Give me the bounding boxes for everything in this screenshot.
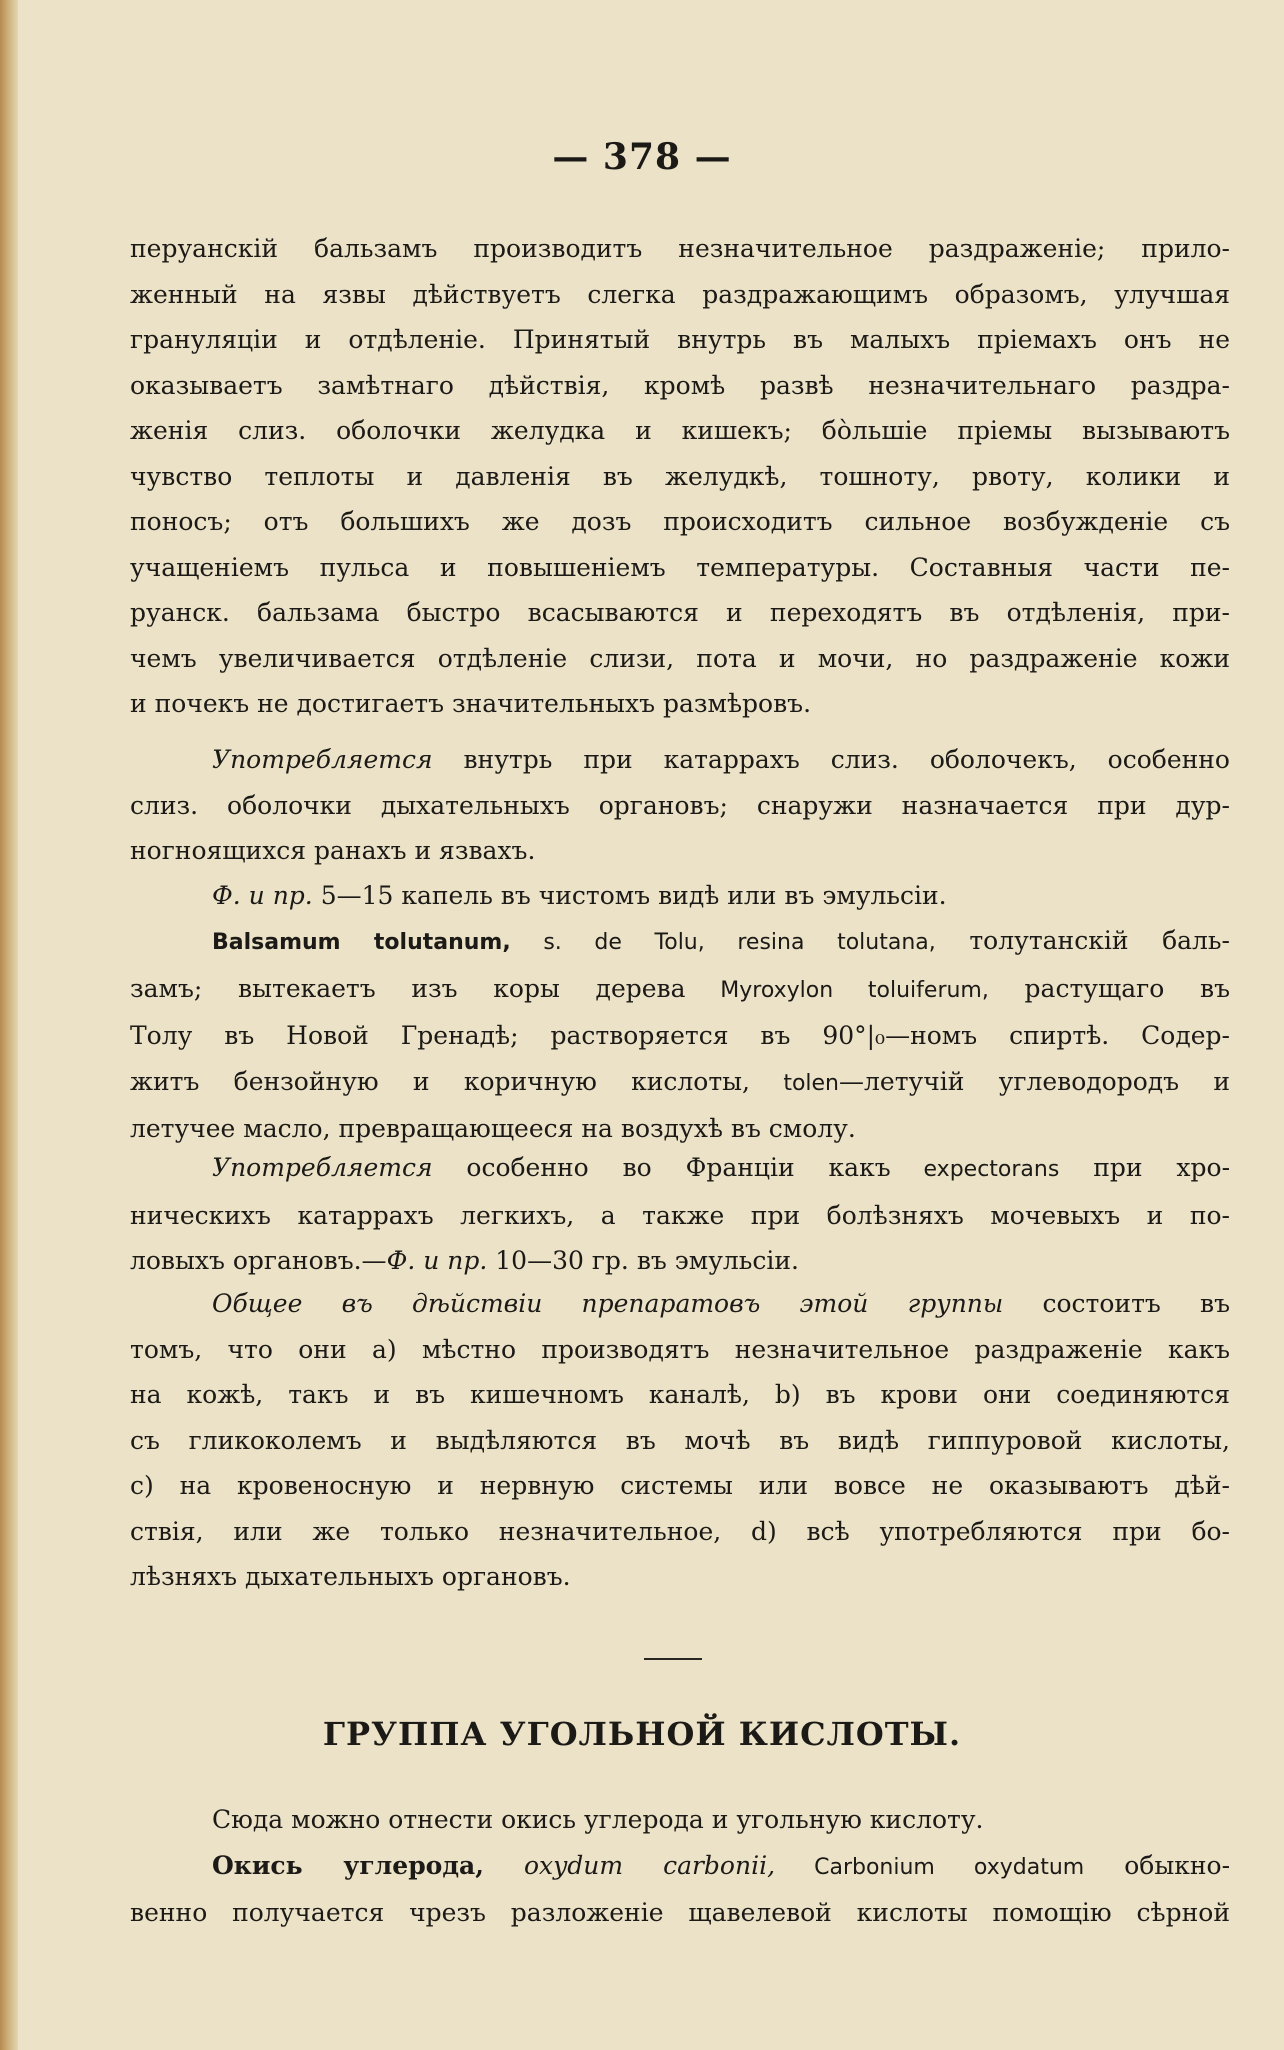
text-line — [130, 873, 1230, 919]
text-line: томъ, что они а) мѣстно производятъ незначительное раздраженіе какъ — [130, 1334, 1230, 1364]
text-line: ствія, или же только незначительное, d) всѣ употребляются при бо- — [130, 1516, 1230, 1546]
latin-term: Myroxylon toluiferum, — [685, 977, 989, 1003]
text-line: слиз. оболочки дыхательныхъ органовъ; снаружи назначается при дур- — [130, 790, 1230, 820]
italic-term: Ф. и пр. — [386, 1246, 488, 1275]
text-line: женный на язвы дѣйствуетъ слегка раздражающимъ образомъ, улучшая — [130, 279, 1230, 309]
text-line: учащеніемъ пульса и повышеніемъ температуры. Составныя части пе- — [130, 552, 1230, 582]
text-line — [130, 1145, 1230, 1193]
text-line: руанск. бальзама быстро всасываются и переходятъ въ отдѣленія, при- — [130, 598, 1230, 627]
page-number: — 378 — — [552, 136, 732, 178]
text-line: оказываетъ замѣтнаго дѣйствія, кромѣ развѣ незначительнаго раздра- — [130, 370, 1230, 400]
paragraph-peruvian-balsam-effects — [130, 226, 1230, 727]
section-divider — [644, 1658, 702, 1660]
text-line: Толу въ Новой Гренадѣ; растворяется въ 90°|₀—номъ спиртѣ. Содер- — [130, 1021, 1230, 1050]
text-span: —летучій углеводородъ и — [839, 1066, 1230, 1096]
text-line: женія слиз. оболочки желудка и кишекъ; бо̀льшіе пріемы вызываютъ — [130, 416, 1230, 445]
text-line: Сюда можно отнести окись углерода и угольную кислоту. — [212, 1805, 984, 1834]
text-line — [130, 1843, 1230, 1891]
text-line: c) на кровеносную и нервную системы или вовсе не оказываютъ дѣй- — [130, 1471, 1230, 1500]
italic-lead: Ф. и пр. — [212, 881, 313, 910]
text-span: ловыхъ органовъ.— — [130, 1246, 387, 1275]
text-line: чувство теплоты и давленія въ желудкѣ, тошноту, рвоту, колики и — [130, 461, 1230, 491]
text-line: и почекъ не достигаетъ значительныхъ размѣровъ. — [130, 689, 812, 718]
text-line — [130, 918, 1230, 966]
paragraph-usage-tolu — [130, 1145, 1230, 1284]
text-line: венно получается чрезъ разложеніе щавелевой кислоты помощію сѣрной — [130, 1898, 1230, 1927]
group-heading: ГРУППА УГОЛЬНОЙ КИСЛОТЫ. — [322, 1715, 962, 1753]
text-span: житъ бензойную и коричную кислоты, — [130, 1066, 751, 1096]
text-line: лѣзняхъ дыхательныхъ органовъ. — [130, 1562, 571, 1591]
text-span: внутрь при катаррахъ слиз. оболочекъ, особенно — [432, 745, 1230, 774]
italic-lead: Употребляется — [212, 745, 433, 774]
text-span: растущаго въ — [988, 973, 1230, 1003]
text-line: поносъ; отъ большихъ же дозъ происходитъ сильное возбужденіе съ — [130, 507, 1230, 536]
italic-term: oxydum carbonii, — [483, 1850, 776, 1880]
text-line: чемъ увеличивается отдѣленіе слизи, пота и мочи, но раздраженіе кожи — [130, 643, 1230, 673]
text-line: летучее масло, превращающееся на воздухѣ въ смолу. — [130, 1114, 856, 1143]
text-line — [130, 1281, 1230, 1327]
text-line: съ гликоколемъ и выдѣляются въ мочѣ въ видѣ гиппуровой кислоты, — [130, 1425, 1230, 1455]
text-line: ногноящихся ранахъ и язвахъ. — [130, 836, 536, 865]
text-line — [130, 966, 1230, 1014]
text-span: обыкно- — [1084, 1850, 1230, 1880]
text-line — [130, 1238, 1230, 1284]
paragraph-usage-peruvian — [130, 737, 1230, 874]
italic-lead: Употребляется — [212, 1153, 433, 1182]
text-span: 5—15 капель въ чистомъ видѣ или въ эмульсіи. — [312, 881, 947, 910]
latin-term: tolen — [750, 1070, 840, 1096]
text-span: замъ; вытекаетъ изъ коры дерева — [130, 973, 686, 1003]
text-span: толутанскій баль- — [935, 926, 1230, 955]
latin-term: s. de Tolu, resina tolutana, — [510, 930, 936, 955]
paragraph-balsamum-tolutanum — [130, 918, 1230, 1152]
text-line: грануляціи и отдѣленіе. Принятый внутрь въ малыхъ пріемахъ онъ не — [130, 325, 1230, 354]
paragraph-dosage-peruvian — [130, 873, 1230, 919]
text-span: при хро- — [1059, 1153, 1230, 1182]
text-span: 10—30 гр. въ эмульсіи. — [487, 1246, 800, 1275]
text-line — [130, 1059, 1230, 1107]
text-line: на кожѣ, такъ и въ кишечномъ каналѣ, b) въ крови они соединяются — [130, 1380, 1230, 1409]
text-line — [130, 737, 1230, 783]
italic-lead: Общее въ дѣйствіи препаратовъ этой группы — [212, 1289, 1004, 1318]
latin-term: Carbonium oxydatum — [775, 1854, 1085, 1880]
text-span: особенно во Франціи какъ — [432, 1153, 891, 1182]
paragraph-common-action — [130, 1281, 1230, 1600]
text-line: ническихъ катаррахъ легкихъ, а также при болѣзняхъ мочевыхъ и по- — [130, 1200, 1230, 1230]
latin-term: expectorans — [890, 1157, 1060, 1182]
bold-term: Окись углерода, — [212, 1850, 484, 1880]
bold-term: Balsamum tolutanum, — [212, 930, 511, 955]
paragraph-carbon-monoxide — [130, 1797, 1230, 1936]
text-span: состоитъ въ — [1003, 1289, 1230, 1318]
text-line: перуанскій бальзамъ производитъ незначительное раздраженіе; прило- — [130, 234, 1230, 263]
